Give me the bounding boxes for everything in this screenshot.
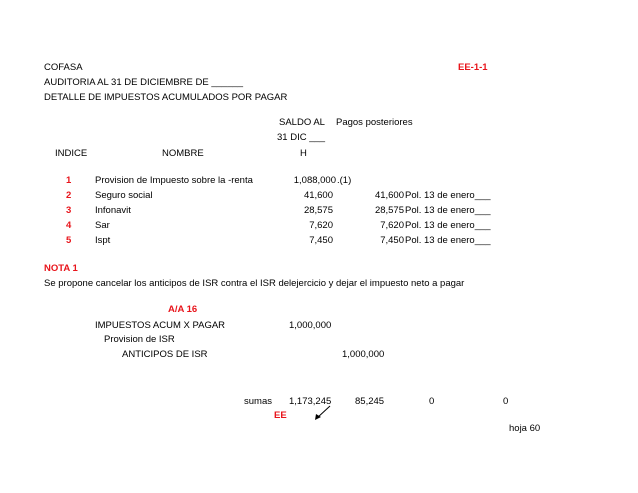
nombre-header: NOMBRE — [162, 148, 204, 159]
audit-title: AUDITORIA AL 31 DE DICIEMBRE DE ______ — [44, 77, 244, 88]
saldo-header-line2: 31 DIC ___ — [277, 132, 326, 143]
row-3-index: 3 — [66, 205, 72, 216]
row-2-pago: 41,600 — [374, 190, 404, 201]
totals-col4: 0 — [503, 396, 509, 407]
totals-pagos: 85,245 — [355, 396, 385, 407]
row-2-index: 2 — [66, 190, 72, 201]
reference-code: EE-1-1 — [458, 62, 488, 73]
row-4-pol: Pol. 13 de enero___ — [405, 220, 491, 231]
entry-debit-amount: 1,000,000 — [289, 320, 332, 331]
detail-title: DETALLE DE IMPUESTOS ACUMULADOS POR PAGAR — [44, 92, 288, 103]
h-header: H — [300, 148, 307, 159]
nota-title: NOTA 1 — [44, 263, 78, 274]
row-2-pol: Pol. 13 de enero___ — [405, 190, 491, 201]
row-5-index: 5 — [66, 235, 72, 246]
row-5-pago: 7,450 — [380, 235, 404, 246]
row-4-pago: 7,620 — [380, 220, 404, 231]
entry-credit-amount: 1,000,000 — [342, 349, 385, 360]
row-1-saldo: 1,088,000 — [293, 175, 336, 186]
row-3-saldo: 28,575 — [303, 205, 333, 216]
row-3-pago: 28,575 — [374, 205, 404, 216]
totals-label: sumas — [244, 396, 272, 407]
row-5-saldo: 7,450 — [309, 235, 333, 246]
row-1-note: .(1) — [337, 175, 352, 186]
saldo-header-line1: SALDO AL — [279, 117, 325, 128]
row-5-pol: Pol. 13 de enero___ — [405, 235, 491, 246]
row-1-index: 1 — [66, 175, 72, 186]
entry-label: A/A 16 — [168, 304, 198, 315]
entry-sub-account: Provision de ISR — [104, 334, 175, 345]
page-number: hoja 60 — [509, 423, 541, 434]
indice-header: INDICE — [55, 148, 88, 159]
entry-credit-account: ANTICIPOS DE ISR — [122, 349, 208, 360]
totals-saldo: 1,173,245 — [289, 396, 332, 407]
row-4-name: Sar — [95, 220, 110, 231]
row-3-name: Infonavit — [95, 205, 131, 216]
company-name: COFASA — [44, 62, 83, 73]
row-1-name: Provision de Impuesto sobre la -renta — [95, 175, 253, 186]
row-4-index: 4 — [66, 220, 72, 231]
row-3-pol: Pol. 13 de enero___ — [405, 205, 491, 216]
row-2-saldo: 41,600 — [303, 190, 333, 201]
entry-debit-account: IMPUESTOS ACUM X PAGAR — [95, 320, 226, 331]
row-2-name: Seguro social — [95, 190, 153, 201]
row-4-saldo: 7,620 — [309, 220, 333, 231]
nota-text: Se propone cancelar los anticipos de ISR contra el ISR delejercicio y dejar el impuesto neto a pagar — [44, 278, 465, 289]
row-5-name: Ispt — [95, 235, 111, 246]
totals-col3: 0 — [429, 396, 435, 407]
pagos-header: Pagos posteriores — [336, 117, 413, 128]
totals-mark: EE — [274, 410, 287, 421]
